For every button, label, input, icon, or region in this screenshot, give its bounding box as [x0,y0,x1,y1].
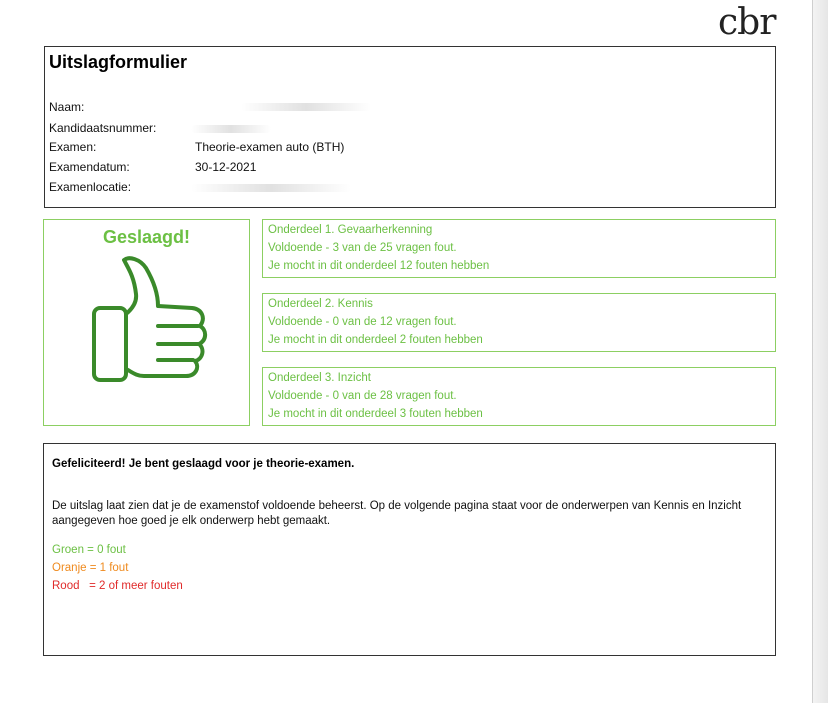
message-box [43,443,776,656]
exam-value: Theorie-examen auto (BTH) [195,140,345,154]
name-redacted [241,103,371,111]
legend-green: Groen = 0 fout [52,544,126,556]
result-box [43,219,250,426]
part-3-box [262,367,776,426]
exam-location-redacted [191,184,351,192]
candidate-number-redacted [191,125,271,133]
page-edge-line [812,0,813,703]
name-label: Naam: [49,100,85,114]
message-heading: Gefeliciteerd! Je bent geslaagd voor je theorie-examen. [52,458,355,470]
thumbs-up-icon [74,256,224,416]
part-3-allowed: Je mocht in dit onderdeel 3 fouten hebben [268,408,483,420]
part-2-title: Onderdeel 2. Kennis [268,298,373,310]
exam-label: Examen: [49,140,97,154]
part-2-box [262,293,776,352]
part-1-title: Onderdeel 1. Gevaarherkenning [268,224,433,236]
result-status: Geslaagd! [102,227,191,247]
candidate-number-label: Kandidaatsnummer: [49,121,157,135]
part-1-box [262,219,776,278]
legend-orange: Oranje = 1 fout [52,562,129,574]
part-2-allowed: Je mocht in dit onderdeel 2 fouten hebben [268,334,483,346]
exam-location-label: Examenlocatie: [49,180,132,194]
legend-red: Rood = 2 of meer fouten [52,580,183,592]
form-title: Uitslagformulier [49,52,188,72]
part-2-score: Voldoende - 0 van de 12 vragen fout. [268,316,457,328]
exam-date-value: 30-12-2021 [195,160,257,174]
exam-date-label: Examendatum: [49,160,130,174]
part-1-allowed: Je mocht in dit onderdeel 12 fouten hebben [268,260,490,272]
page-edge [812,0,828,703]
message-body: De uitslag laat zien dat je de examenstof voldoende beheerst. Op de volgende pagina staat voor de onderwerpen van Kennis en Inzicht aangegeven hoe goed je elk onderwerp hebt gemaakt. [52,500,742,527]
cbr-logo: cbr [718,2,776,43]
result-form-header [44,46,776,208]
part-3-title: Onderdeel 3. Inzicht [268,372,371,384]
part-1-score: Voldoende - 3 van de 25 vragen fout. [268,242,457,254]
part-3-score: Voldoende - 0 van de 28 vragen fout. [268,390,457,402]
